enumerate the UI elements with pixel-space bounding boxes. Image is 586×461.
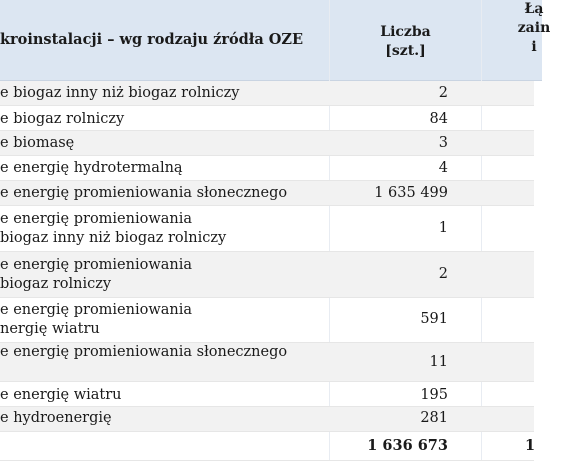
column-header-type: kroinstalacji – wg rodzaju źródła OZE [0,31,304,48]
partial-header-line2: zain [517,20,551,36]
partial-header-line3: i [531,39,537,55]
total-partial-value: 1 [525,437,536,454]
table-row [0,407,534,432]
total-value: 1 636 673 [367,437,448,454]
row-label: e energię wiatru [0,387,122,403]
row-label-continued: biogaz inny niż biogaz rolniczy [0,230,227,246]
column-header-partial [482,0,586,57]
row-value: 1 635 499 [374,185,448,201]
table-row [0,156,534,181]
row-label: e energię promieniowania [0,211,193,227]
row-label: e biomasę [0,135,75,151]
row-label: e energię hydrotermalną [0,160,183,176]
row-value: 2 [438,85,448,101]
column-header-count [330,23,481,61]
row-value: 3 [438,135,448,151]
table-row [0,81,534,106]
row-label: e hydroenergię [0,410,112,426]
row-label: e energię promieniowania [0,302,193,318]
row-label-continued: biogaz rolniczy [0,276,112,292]
partial-header-line1: Łą [524,1,544,17]
row-value: 281 [420,410,448,426]
row-value: 11 [429,354,448,370]
row-value: 4 [438,160,448,176]
table-row [0,298,534,343]
table-row [0,106,534,131]
row-value: 84 [429,111,448,127]
row-label: e energię promieniowania [0,257,193,273]
count-header-line1: Liczba [380,24,431,40]
table-row [0,252,534,298]
table-row [0,131,534,156]
row-label-continued: nergię wiatru [0,321,100,337]
row-label: e biogaz inny niż biogaz rolniczy [0,85,240,101]
row-label: e energię promieniowania słonecznego [0,344,288,360]
table-row [0,181,534,206]
table-row-total [0,432,534,461]
table-row [0,382,534,407]
table-row [0,206,534,252]
count-header-line2: [szt.] [385,43,426,59]
table-row [0,343,534,382]
row-value: 2 [438,266,448,282]
row-value: 591 [420,311,448,327]
row-label: e biogaz rolniczy [0,111,125,127]
row-label: e energię promieniowania słonecznego [0,185,288,201]
row-value: 1 [438,220,448,236]
row-value: 195 [420,387,448,403]
